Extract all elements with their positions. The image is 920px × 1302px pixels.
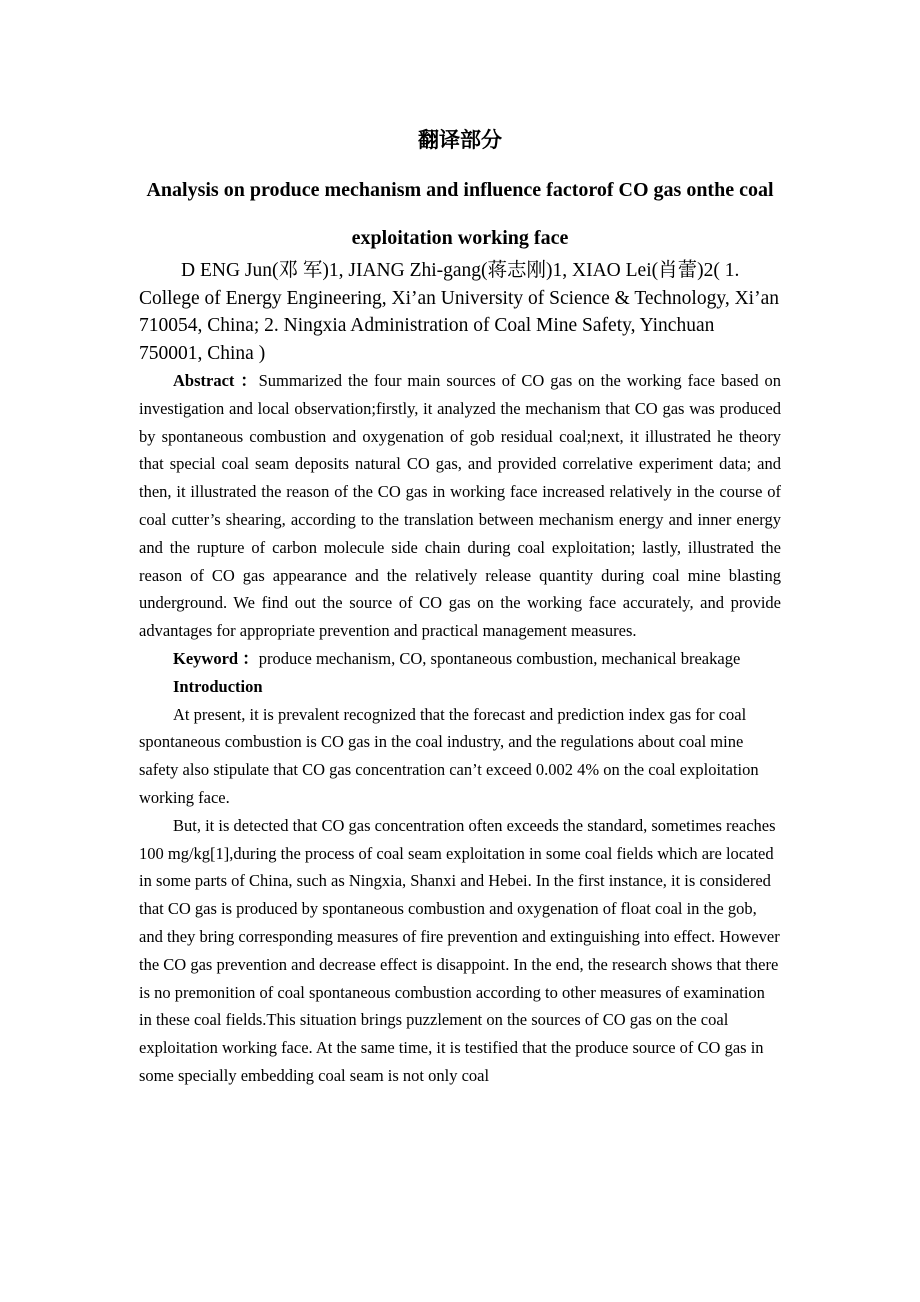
section-title: 翻译部分	[418, 128, 502, 152]
abstract-label: Abstract ：	[173, 371, 259, 390]
abstract-paragraph	[139, 367, 781, 645]
keyword-text: produce mechanism, CO, spontaneous combustion, mechanical breakage	[258, 648, 741, 668]
abstract-text: Summarized the four main sources of CO gas on the working face based on investigation and local observation;firstly, it analyzed the mechanism that CO gas was produced by spontaneous combustion and oxygenation of gob residual coal;next, it illustrated he theory that special coal seam deposits natural CO gas, and provided correlative experiment data; and then, it illustrated the reason of the CO gas in working face increased relatively in the course of coal cutter’s shearing, according to the translation between mechanism energy and inner energy and the rupture of carbon molecule side chain during coal exploitation; lastly, illustrated the reason of CO gas appearance and the relatively release quantity during coal mine blasting underground. We find out the source of CO gas on the working face accurately, and provide advantages for appropriate prevention and practical management measures.	[139, 371, 781, 641]
authors-affiliations: D ENG Jun(邓 军)1, JIANG Zhi-gang(蒋志刚)1, XIAO Lei(肖蕾)2( 1. College of Energy Engineering, Xi’an University of Science & Technology, Xi’an 710054, China; 2. Ningxia Administration of Coal Mine Safety, Yinchuan 750001, China )	[139, 260, 779, 364]
paper-title: Analysis on produce mechanism and influence factorof CO gas onthe coal exploitation working face	[146, 179, 774, 249]
keyword-label: Keyword ：	[173, 648, 259, 668]
body-text	[139, 367, 781, 1090]
keyword-paragraph	[139, 645, 781, 673]
introduction-paragraph-1: At present, it is prevalent recognized that the forecast and prediction index gas for coal spontaneous combustion is CO gas in the coal industry, and the regulations about coal mine safety also stipulate that CO gas concentration can’t exceed 0.002 4% on the coal exploitation working face.	[139, 704, 759, 807]
introduction-heading: Introduction	[173, 676, 263, 696]
introduction-paragraph-2: But, it is detected that CO gas concentration often exceeds the standard, sometimes reaches 100 mg/kg[1],during the process of coal seam exploitation in some coal fields which are located in some parts of China, such as Ningxia, Shanxi and Hebei. In the first instance, it is considered that CO gas is produced by spontaneous combustion and oxygenation of float coal in the gob, and they bring corresponding measures of fire prevention and extinguishing into effect. However the CO gas prevention and decrease effect is disappoint. In the end, the research shows that there is no premonition of coal spontaneous combustion according to other measures of examination in these coal fields.This situation brings puzzlement on the sources of CO gas on the coal exploitation working face. At the same time, it is testified that the produce source of CO gas in some specially embedding coal seam is not only coal	[139, 815, 780, 1085]
